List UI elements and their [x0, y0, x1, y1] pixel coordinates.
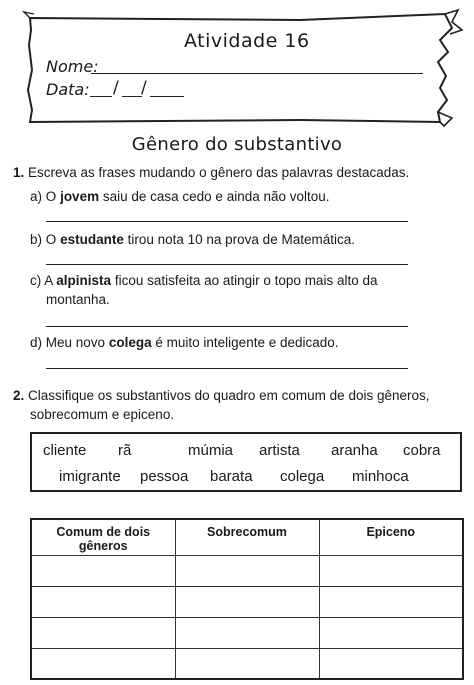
table-cell[interactable] — [319, 617, 463, 648]
table-cell[interactable] — [31, 617, 175, 648]
item-d — [30, 333, 339, 352]
item-c — [30, 271, 377, 290]
answer-line-a[interactable] — [46, 221, 408, 222]
table-cell[interactable] — [319, 586, 463, 617]
name-field-line[interactable] — [91, 73, 423, 74]
item-text: é muito inteligente e dedicado. — [155, 335, 339, 350]
item-text: Meu novo — [45, 335, 106, 350]
table-row — [31, 617, 463, 648]
question-number: 2. — [13, 388, 25, 403]
column-header-sobrecomum: Sobrecomum — [175, 519, 319, 555]
word-item: pessoa — [140, 468, 189, 485]
item-letter: b) — [30, 232, 43, 247]
table-cell[interactable] — [175, 648, 319, 679]
table-cell[interactable] — [31, 586, 175, 617]
word-item: aranha — [331, 442, 378, 459]
question-2-prompt — [13, 386, 430, 405]
table-row — [31, 555, 463, 586]
word-bank-box — [30, 432, 462, 492]
word-item: cliente — [43, 442, 87, 459]
table-row — [31, 648, 463, 679]
column-header-comum: Comum de dois gêneros — [31, 519, 175, 555]
answer-line-d[interactable] — [46, 368, 408, 369]
question-number: 1. — [13, 165, 25, 180]
word-item: múmia — [188, 442, 234, 459]
item-text: saiu de casa cedo e ainda não voltou. — [102, 189, 330, 204]
highlighted-word: colega — [108, 335, 152, 350]
date-label: Data: — [46, 80, 90, 99]
item-a — [30, 187, 330, 206]
date-month-line[interactable] — [122, 96, 142, 97]
word-item: rã — [118, 442, 132, 459]
item-letter: c) — [30, 273, 42, 288]
section-title: Gênero do substantivo — [131, 134, 343, 155]
table-cell[interactable] — [175, 555, 319, 586]
table-cell[interactable] — [319, 555, 463, 586]
table-cell[interactable] — [31, 555, 175, 586]
table-cell[interactable] — [31, 648, 175, 679]
table-cell[interactable] — [175, 617, 319, 648]
question-1-prompt — [13, 163, 409, 182]
answer-line-b[interactable] — [46, 264, 408, 265]
word-item: colega — [280, 468, 325, 485]
table-row — [31, 586, 463, 617]
column-header-epiceno: Epiceno — [319, 519, 463, 555]
activity-header — [0, 0, 474, 130]
word-item: artista — [259, 442, 300, 459]
item-text: tirou nota 10 na prova de Matemática. — [127, 232, 355, 247]
table-header-row — [31, 519, 463, 555]
highlighted-word: alpinista — [56, 273, 112, 288]
item-b — [30, 230, 355, 249]
item-text: A — [44, 273, 53, 288]
question-text: Escreva as frases mudando o gênero das palavras destacadas. — [28, 165, 410, 180]
question-text: Classifique os substantivos do quadro em comum de dois gêneros, — [28, 388, 430, 403]
date-separator: / — [113, 78, 119, 98]
question-2-prompt-cont: sobrecomum e epiceno. — [30, 407, 175, 422]
date-year-line[interactable] — [150, 96, 184, 97]
item-text: O — [45, 232, 57, 247]
date-day-line[interactable] — [90, 96, 112, 97]
item-letter: a) — [30, 189, 43, 204]
date-separator: / — [141, 78, 147, 98]
word-item: barata — [210, 468, 253, 485]
item-letter: d) — [30, 335, 43, 350]
item-c-continuation: montanha. — [46, 292, 110, 307]
item-text: O — [45, 189, 57, 204]
activity-title: Atividade 16 — [184, 30, 310, 52]
highlighted-word: jovem — [60, 189, 100, 204]
word-item: imigrante — [59, 468, 121, 485]
word-item: cobra — [403, 442, 441, 459]
classification-table — [30, 518, 464, 680]
table-cell[interactable] — [319, 648, 463, 679]
highlighted-word: estudante — [60, 232, 124, 247]
word-item: minhoca — [352, 468, 409, 485]
answer-line-c[interactable] — [46, 326, 408, 327]
item-text: ficou satisfeita ao atingir o topo mais alto da — [114, 273, 378, 288]
table-cell[interactable] — [175, 586, 319, 617]
name-label: Nome: — [46, 57, 99, 76]
